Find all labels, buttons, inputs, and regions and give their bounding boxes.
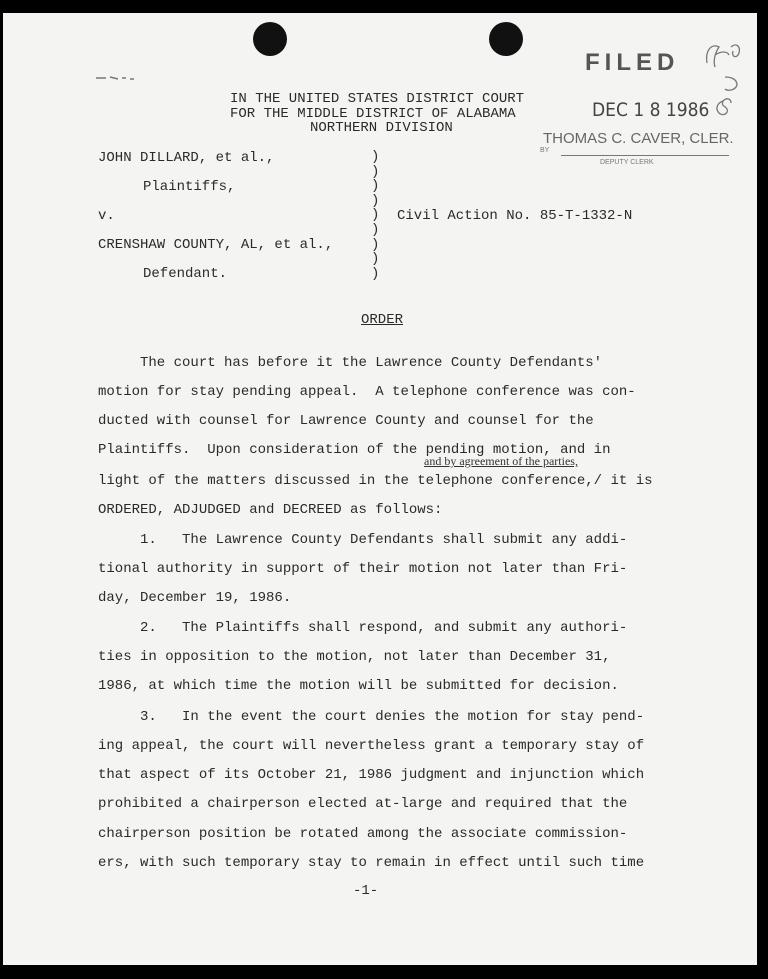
- paragraph-intro-line: Plaintiffs. Upon consideration of the pending motion, and in: [98, 442, 611, 458]
- filed-stamp-signature-line: [561, 155, 729, 156]
- caption-defendant: CRENSHAW COUNTY, AL, et al.,: [98, 237, 334, 253]
- paragraph-item-2-line: 1986, at which time the motion will be submitted for decision.: [98, 678, 619, 694]
- paragraph-item-3-line: ers, with such temporary stay to remain in effect until such time: [98, 855, 645, 871]
- paragraph-intro-line: light of the matters discussed in the telephone conference,/ it is: [98, 473, 653, 489]
- court-header-line-3: NORTHERN DIVISION: [310, 120, 453, 136]
- paragraph-item-2-line: 2. The Plaintiffs shall respond, and submit any authori-: [98, 620, 628, 636]
- paragraph-item-3-line: prohibited a chairperson elected at-large and required that the: [98, 796, 628, 812]
- punch-hole-left: [253, 22, 287, 56]
- paragraph-item-3-line: that aspect of its October 21, 1986 judgment and injunction which: [98, 767, 645, 783]
- filed-stamp-by: BY: [540, 147, 550, 154]
- filed-stamp-clerk: THOMAS C. CAVER, CLER.: [543, 130, 734, 147]
- paragraph-item-2-line: ties in opposition to the motion, not later than December 31,: [98, 649, 611, 665]
- stray-mark-icon: [96, 75, 136, 81]
- caption-plaintiff-role: Plaintiffs,: [143, 179, 236, 195]
- filed-stamp: FILED: [585, 49, 680, 76]
- caption-bracket: ) ) ) ) ) ) ) ) ): [371, 149, 380, 282]
- paragraph-intro-line: motion for stay pending appeal. A telephone conference was con-: [98, 384, 636, 400]
- caption-defendant-role: Defendant.: [143, 266, 228, 282]
- paragraph-item-3-line: ing appeal, the court will nevertheless grant a temporary stay of: [98, 738, 645, 754]
- paragraph-item-1-line: tional authority in support of their motion not later than Fri-: [98, 561, 628, 577]
- filed-stamp-date: DEC 1 8 1986: [592, 99, 710, 121]
- paragraph-item-3-line: chairperson position be rotated among the associate commission-: [98, 826, 628, 842]
- handwritten-initials-icon: [693, 33, 753, 128]
- paragraph-item-1-line: 1. The Lawrence County Defendants shall submit any addi-: [98, 532, 628, 548]
- paragraph-intro-line: The court has before it the Lawrence County Defendants': [98, 355, 603, 371]
- punch-hole-right: [489, 22, 523, 56]
- document-page: [3, 13, 757, 965]
- order-title: ORDER: [361, 312, 404, 328]
- paragraph-intro-line: ducted with counsel for Lawrence County and counsel for the: [98, 413, 594, 429]
- court-header-line-1: IN THE UNITED STATES DISTRICT COURT: [230, 91, 525, 107]
- interlineation-text: and by agreement of the parties,: [424, 454, 578, 468]
- caption-plaintiff: JOHN DILLARD, et al.,: [98, 150, 275, 166]
- paragraph-item-3-line: 3. In the event the court denies the motion for stay pend-: [98, 709, 645, 725]
- caption-versus: v.: [98, 208, 115, 224]
- court-header-line-2: FOR THE MIDDLE DISTRICT OF ALABAMA: [230, 106, 516, 122]
- filed-stamp-deputy: DEPUTY CLERK: [600, 159, 654, 166]
- caption-civil-action: Civil Action No. 85-T-1332-N: [397, 208, 633, 224]
- page-number: -1-: [353, 883, 379, 899]
- stray-mark: [58, 50, 98, 53]
- paragraph-item-1-line: day, December 19, 1986.: [98, 590, 292, 606]
- paragraph-intro-line: ORDERED, ADJUDGED and DECREED as follows:: [98, 502, 443, 518]
